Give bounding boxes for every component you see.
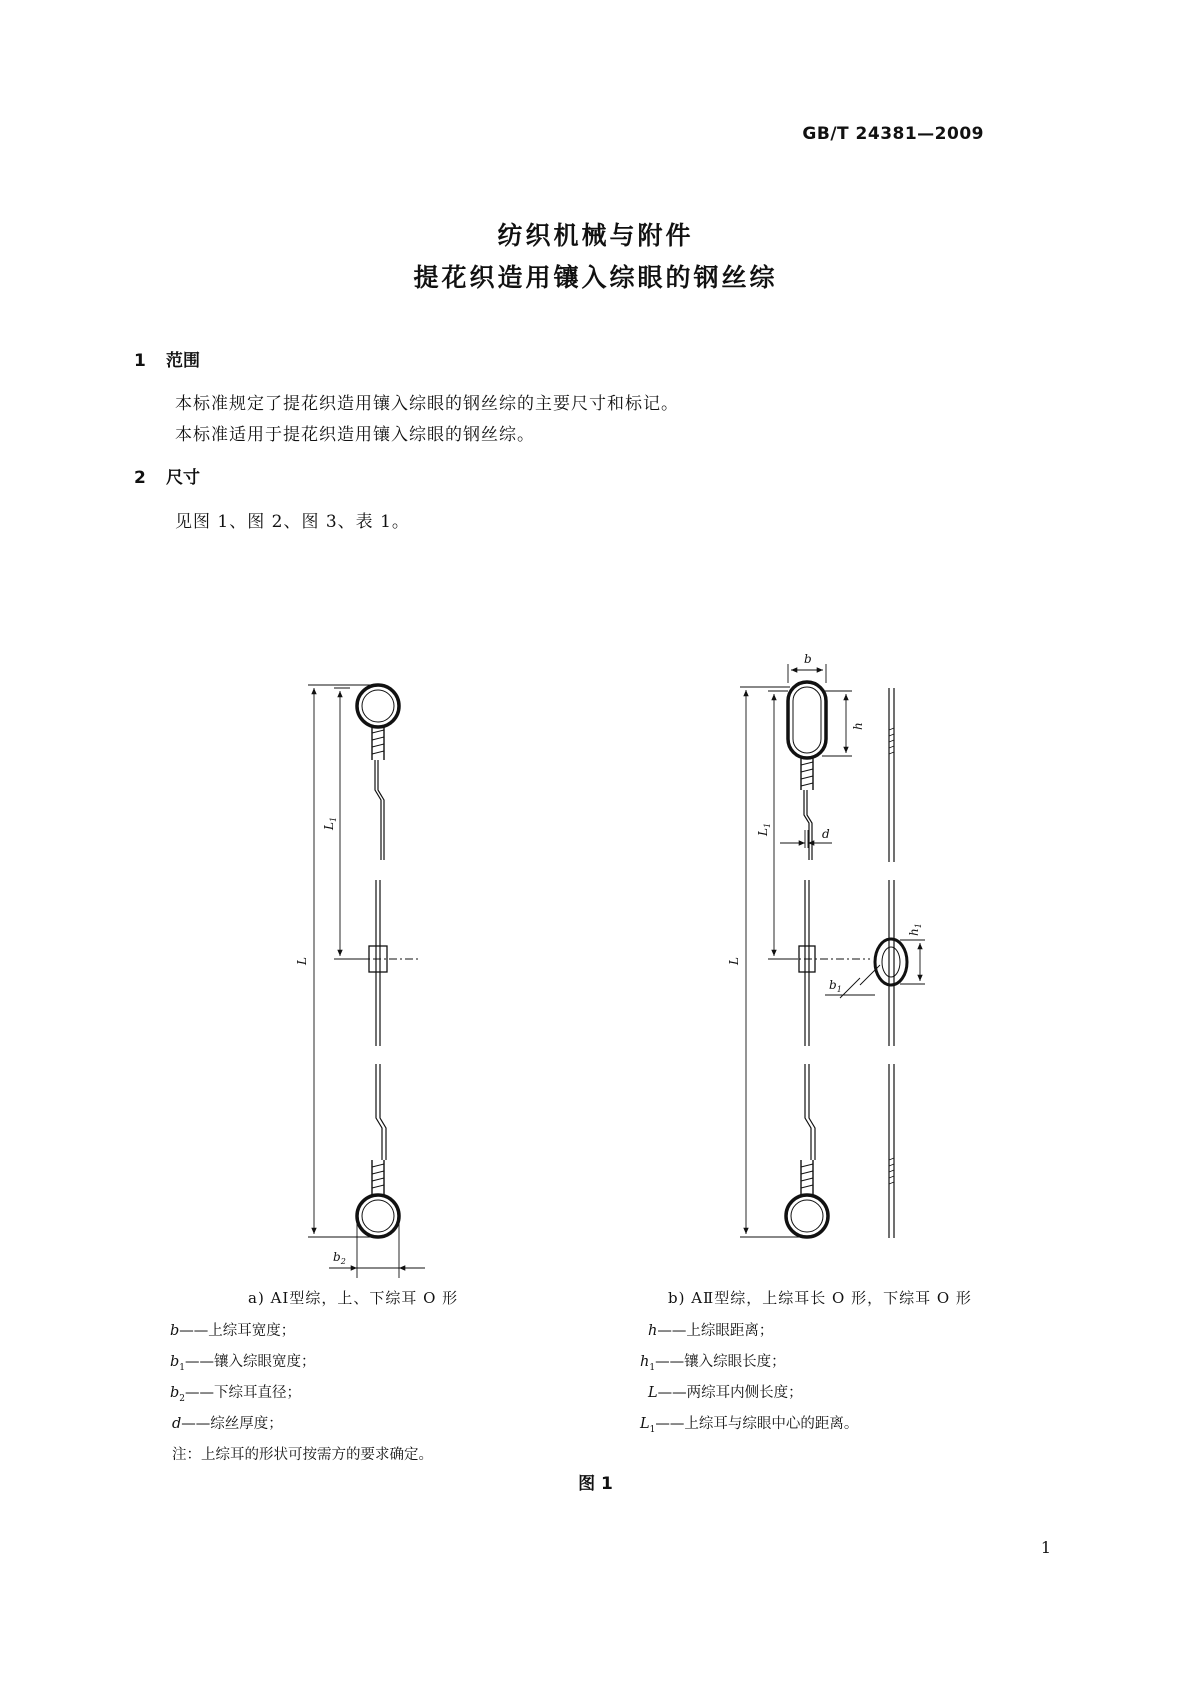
dim-label-h1: $h_1$ xyxy=(907,923,923,936)
legend-item: h——上综眼距离； xyxy=(648,1323,774,1339)
caption-b: b) AⅡ型综，上综耳长 O 形，下综耳 O 形 xyxy=(668,1289,972,1307)
figure-note: 注：上综耳的形状可按需方的要求确定。 xyxy=(172,1447,433,1463)
heddle-type-a xyxy=(357,685,420,1237)
dim-label-L: L xyxy=(295,957,309,965)
legend-item: $b_2——$下综耳直径； xyxy=(170,1385,302,1404)
dim-label-b2: $b_2$ xyxy=(333,1250,346,1266)
heddle-type-b-side-view xyxy=(875,688,907,1238)
section-title: 范围 xyxy=(166,351,200,371)
dim-label-d: d xyxy=(822,827,830,841)
dim-label-b: b xyxy=(804,652,812,666)
title-line-1: 纺织机械与附件 xyxy=(497,221,694,250)
caption-a: a) AⅠ型综，上、下综耳 O 形 xyxy=(248,1289,459,1307)
dim-label-b1: $b_1$ xyxy=(829,978,842,994)
dim-label-L1-b: $L_1$ xyxy=(756,822,772,836)
legend-item: d——综丝厚度； xyxy=(172,1416,283,1432)
section-title: 尺寸 xyxy=(166,468,200,488)
paragraph: 见图 1、图 2、图 3、表 1。 xyxy=(175,512,410,532)
paragraph: 本标准规定了提花织造用镶入综眼的钢丝综的主要尺寸和标记。 xyxy=(175,394,679,414)
legend-item: $b_1——$镶入综眼宽度； xyxy=(170,1354,316,1373)
legend-item: L——两综耳内侧长度； xyxy=(648,1385,803,1401)
title-line-2: 提花织造用镶入综眼的钢丝综 xyxy=(413,263,778,292)
paragraph: 本标准适用于提花织造用镶入综眼的钢丝综。 xyxy=(175,425,535,445)
dim-label-L1: $L_1$ xyxy=(322,816,338,830)
dim-label-L-b: L xyxy=(727,957,741,965)
standard-number: GB/T 24381—2009 xyxy=(802,124,984,144)
section-number: 1 xyxy=(134,351,146,371)
legend-item: $L_1——$上综耳与综眼中心的距离。 xyxy=(640,1416,859,1435)
figure-title: 图 1 xyxy=(578,1474,613,1494)
section-number: 2 xyxy=(134,468,146,488)
dim-label-h: h xyxy=(851,722,865,730)
heddle-type-b xyxy=(786,682,870,1237)
legend-item: $h_1——$镶入综眼长度； xyxy=(640,1354,786,1373)
page-number: 1 xyxy=(1040,1538,1051,1557)
legend-item: b——上综耳宽度； xyxy=(170,1323,296,1339)
